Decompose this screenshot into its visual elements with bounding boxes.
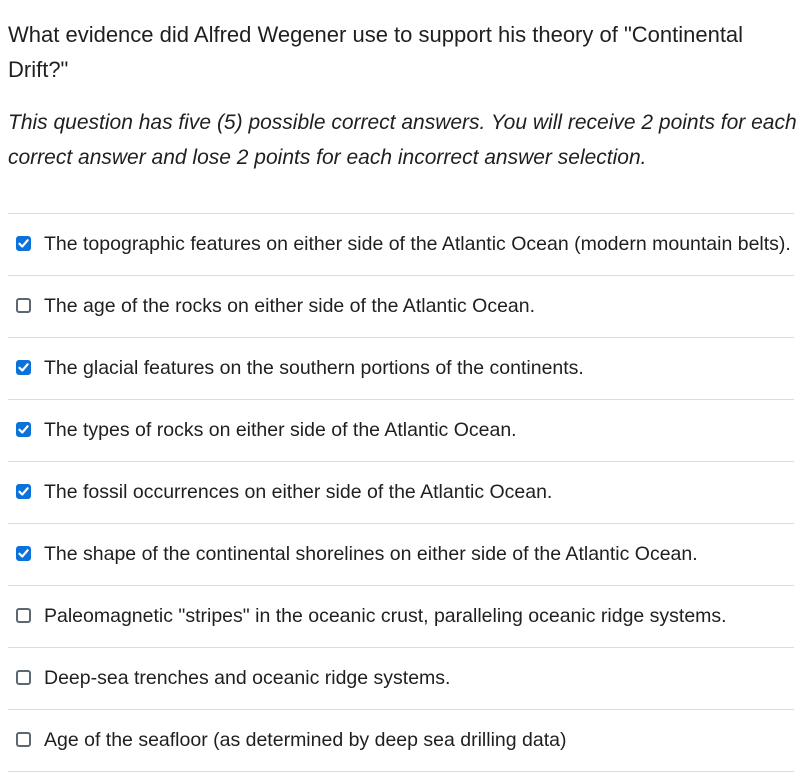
answer-label: The topographic features on either side of the Atlantic Ocean (modern mountain belts). xyxy=(44,233,791,255)
answer-option[interactable] xyxy=(8,710,794,772)
answer-checkbox[interactable] xyxy=(16,484,31,499)
answer-option[interactable] xyxy=(8,338,794,400)
answer-label: Deep-sea trenches and oceanic ridge systems. xyxy=(44,667,451,689)
answer-label: The shape of the continental shorelines on either side of the Atlantic Ocean. xyxy=(44,543,698,565)
answer-label: Age of the seafloor (as determined by deep sea drilling data) xyxy=(44,729,567,751)
answer-label: The fossil occurrences on either side of the Atlantic Ocean. xyxy=(44,481,553,503)
answer-option[interactable] xyxy=(8,214,794,276)
answer-option[interactable] xyxy=(8,524,794,586)
answer-checkbox[interactable] xyxy=(16,298,31,313)
checkmark-icon xyxy=(18,486,29,497)
answer-checkbox[interactable] xyxy=(16,422,31,437)
answer-option[interactable] xyxy=(8,462,794,524)
answer-checkbox[interactable] xyxy=(16,236,31,251)
answer-checkbox[interactable] xyxy=(16,360,31,375)
question-text: What evidence did Alfred Wegener use to support his theory of "Continental Drift?" xyxy=(8,22,744,82)
checkmark-icon xyxy=(18,424,29,435)
answer-option[interactable] xyxy=(8,400,794,462)
answer-label: The age of the rocks on either side of the Atlantic Ocean. xyxy=(44,295,536,317)
answer-label: Paleomagnetic "stripes" in the oceanic crust, paralleling oceanic ridge systems. xyxy=(44,605,727,627)
answer-checkbox[interactable] xyxy=(16,670,31,685)
answer-checkbox[interactable] xyxy=(16,546,31,561)
checkmark-icon xyxy=(18,548,29,559)
answer-label: The types of rocks on either side of the Atlantic Ocean. xyxy=(44,419,517,441)
checkmark-icon xyxy=(18,362,29,373)
answer-label: The glacial features on the southern portions of the continents. xyxy=(44,357,584,379)
answer-option[interactable] xyxy=(8,586,794,648)
answer-checkbox[interactable] xyxy=(16,608,31,623)
answer-option[interactable] xyxy=(8,648,794,710)
question-instructions: This question has five (5) possible correct answers. You will receive 2 points for each correct answer and lose 2 points for each incorrect answer selection. xyxy=(8,111,797,169)
answer-checkbox[interactable] xyxy=(16,732,31,747)
answer-option[interactable] xyxy=(8,276,794,338)
checkmark-icon xyxy=(18,238,29,249)
answer-list xyxy=(8,213,794,772)
